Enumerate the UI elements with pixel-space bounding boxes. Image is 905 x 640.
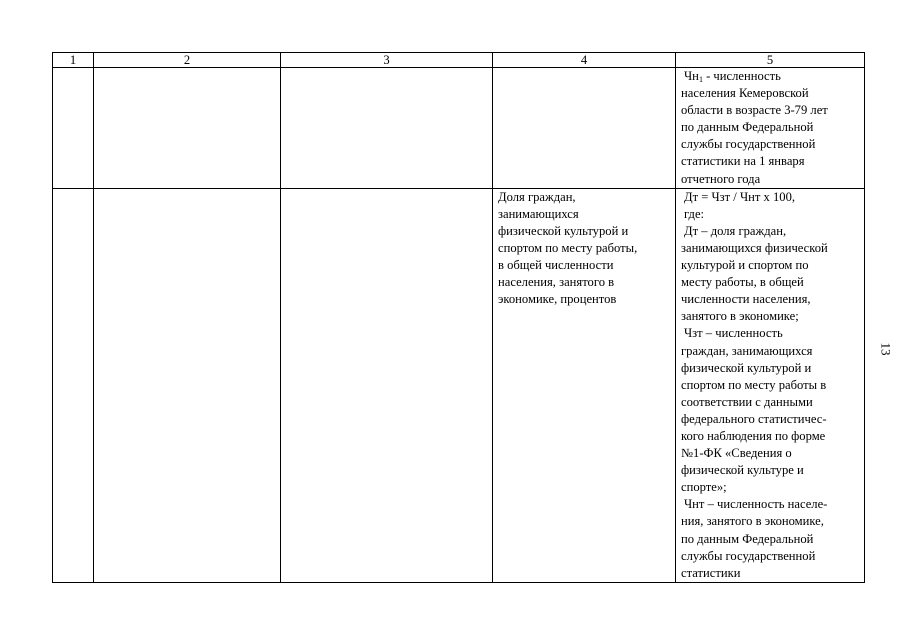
formula-line: соответствии с данными [681,394,813,409]
indicator-table [52,52,865,583]
cell-empty [53,68,94,189]
formula-line: $Чн_1$ - численность [684,69,781,84]
formula-line: спортом по месту работы в [681,377,827,392]
formula-line: ния, занятого в экономике, [681,514,824,529]
cell-empty [94,188,281,582]
formula-line: физической культурой и [681,360,812,375]
formula-cell [676,68,865,189]
indicator-line: физической культурой и [498,223,629,238]
indicator-line: спортом по месту работы, [498,240,638,255]
formula-line: Чнт – численность населе- [684,497,828,512]
header-row [53,53,865,68]
formula-line: статистики [681,565,741,580]
formula-line: №1-ФК «Сведения о [681,446,792,461]
header-cell-1: 1 [53,53,94,68]
formula-line: Чзт – численность [684,326,783,341]
header-cell-2: 2 [94,53,281,68]
cell-empty [94,68,281,189]
table-row [53,68,865,189]
cell-empty [281,188,493,582]
formula-line: граждан, занимающихся [681,343,813,358]
cell-empty [53,188,94,582]
formula-line: службы государственной [681,548,816,563]
formula-line: занимающихся физической [681,240,828,255]
subscript: 1 [698,75,703,84]
formula-line: по данным Федеральной [681,120,814,135]
formula-line: культурой и спортом по [681,258,809,273]
formula-line: занятого в экономике; [681,309,799,324]
formula-line: службы государственной [681,137,816,152]
formula-line: месту работы, в общей [681,275,804,290]
formula-line: Дт = Чзт / Чнт х 100, [684,189,796,204]
header-cell-3: 3 [281,53,493,68]
indicator-line: экономике, процентов [498,292,617,307]
cell-empty [493,68,676,189]
formula-line: статистики на 1 января [681,154,805,169]
page-number: 13 [878,342,894,356]
formula-line: населения Кемеровской [681,86,809,101]
indicator-line: занимающихся [498,206,579,221]
indicator-name-cell [493,188,676,582]
formula-line: отчетного года [681,171,761,186]
formula-line: области в возрасте 3-79 лет [681,103,828,118]
formula-line: по данным Федеральной [681,531,814,546]
formula-line: численности населения, [681,292,811,307]
formula-line: федерального статистичес- [681,411,827,426]
header-cell-5: 5 [676,53,865,68]
formula-cell [676,188,865,582]
indicator-line: Доля граждан, [498,189,576,204]
formula-line: кого наблюдения по форме [681,428,826,443]
table-row [53,188,865,582]
indicator-line: населения, занятого в [498,275,615,290]
cell-empty [281,68,493,189]
indicator-line: в общей численности [498,258,614,273]
header-cell-4: 4 [493,53,676,68]
formula-line: физической культуре и [681,463,804,478]
formula-line: спорте»; [681,480,727,495]
formula-line: Дт – доля граждан, [684,223,787,238]
formula-line: где: [684,206,705,221]
